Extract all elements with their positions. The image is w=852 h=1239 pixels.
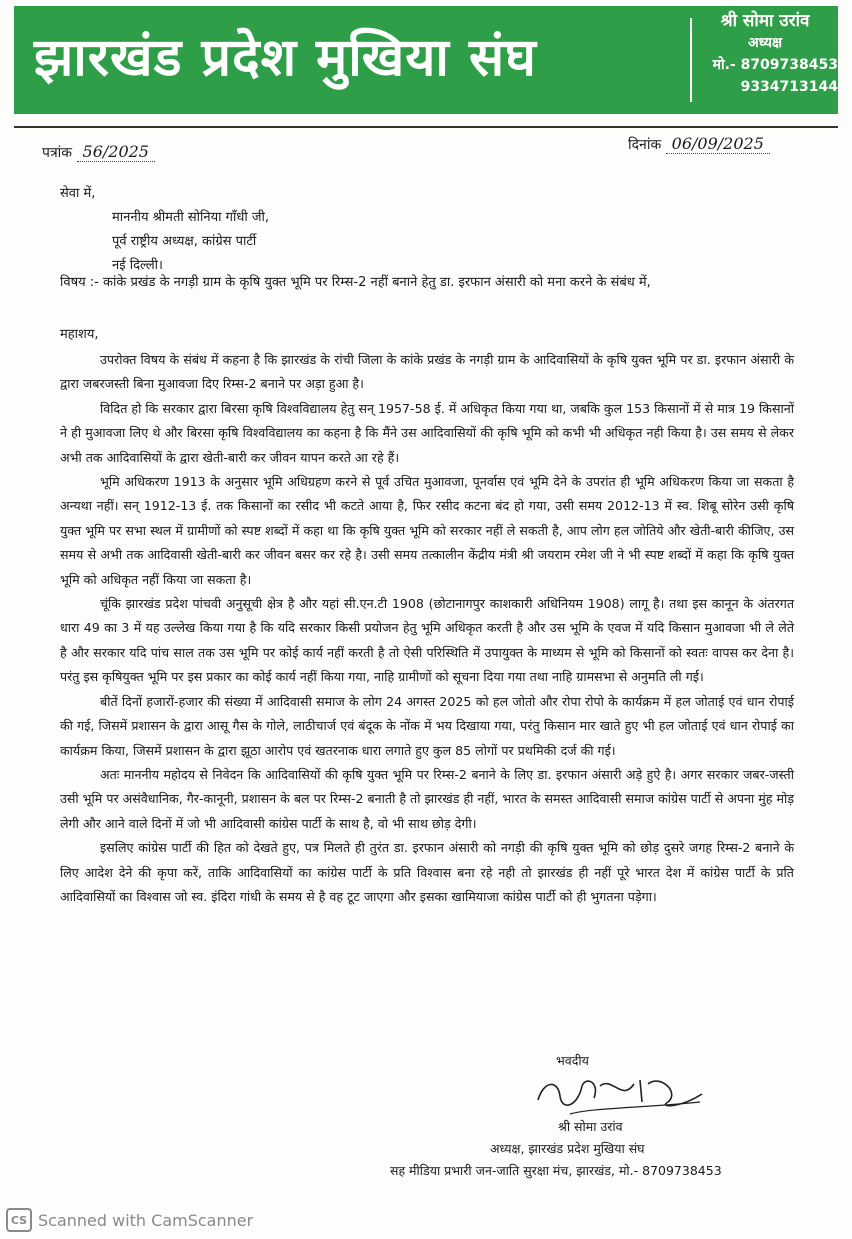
- body-paragraph: भूमि अधिकरण 1913 के अनुसार भूमि अधिग्रहण करने से पूर्व उचित मुआवजा, पूनर्वास एवं भूमि देने के उपरांत ही भूमि अधिकरण किया जा सकता है अन्यथा नहीं। सन् 1912-13 ई. तक किसानों का रसीद भी कटते आया है, फिर रसीद कटना बंद हो गया, उसी समय 2012-13 में स्व. शिबू सोरेन उसी कृषि युक्त भूमि पर सभा स्थल में ग्रामीणों को स्पष्ट शब्दों में कहा था कि कृषि युक्त भूमि को सरकार नहीं ले सकती है, आप लोग हल जोतिये और खेती-बारी कीजिए, उस समय से अभी तक आदिवासी खेती-बारी कर जीवन बसर कर रहे है। उसी समय तत्कालीन केंद्रीय मंत्री श्री जयराम रमेश जी ने भी स्पष्ट शब्दों में कहा कि कृषि युक्त भूमि को अधिकृत नहीं किया जा सकता है।: [60, 474, 794, 587]
- closing-text: भवदीय: [556, 1053, 589, 1068]
- phone-primary: मो.- 8709738453: [712, 57, 838, 73]
- date-value: 06/09/2025: [666, 134, 770, 154]
- letter-body: [60, 348, 794, 909]
- body-paragraph: उपरोक्त विषय के संबंध में कहना है कि झारखंड के रांची जिला के कांके प्रखंड के नगड़ी ग्राम के आदिवासियों के कृषि युक्त भूमि पर डा. इरफान अंसारी के द्वारा जबरजस्ती बिना मुआवजा दिए रिम्स-2 बनाने पर अड़ा हुआ है।: [60, 352, 794, 392]
- handwritten-signature: [380, 1072, 830, 1116]
- address-line: नई दिल्ली।: [112, 258, 163, 273]
- address-line: माननीय श्रीमती सोनिया गाँधी जी,: [112, 210, 269, 225]
- organization-name: झारखंड प्रदेश मुखिया संघ: [34, 28, 537, 88]
- signatory-additional-position: सह मीडिया प्रभारी जन-जाति सुरक्षा मंच, झारखंड, मो.- 8709738453: [390, 1163, 722, 1178]
- reference-number: [42, 142, 155, 162]
- body-paragraph: चूंकि झारखंड प्रदेश पांचवी अनुसूची क्षेत्र है और यहां सी.एन.टी 1908 (छोटानागपुर काशकारी अधिनियम 1908) लागू है। तथा इस कानून के अंतरगत धारा 49 का 3 में यह उल्लेख किया गया है कि यदि सरकार किसी प्रयोजन हेतु भूमि अधिकृत करती है और उस भूमि के एवज में यदि किसान मुआवजा भी ले लेते है और सरकार यदि पांच साल तक उस भूमि पर कोई कार्य नहीं करती है तो ऐसी परिस्थिति में उपायुक्त के माध्यम से भूमि को किसानों को स्वतः वापस कर देना है। परंतु इस कृषियुक्त भूमि पर इस प्रकार का कोई कार्य नहीं किया गया, नाहि ग्रामीणों को सूचना दिया गया तथा नाहि ग्रामसभा से अनुमति ली गई।: [60, 596, 794, 685]
- letter-date: [628, 134, 770, 154]
- phone-secondary: 9334713144: [740, 79, 838, 95]
- salutation: महाशय,: [60, 327, 99, 342]
- body-paragraph: इसलिए कांग्रेस पार्टी की हित को देखते हुए, पत्र मिलते ही तुरंत डा. इरफान अंसारी को नगड़ी की कृषि युक्त भूमि को छोड़ दुसरे जगह रिम्स-2 बनाने के लिए आदेश देने की कृपा करें, ताकि आदिवासियों का कांग्रेस पार्टी के प्रति विश्वास बना रहे नही तो झारखंड ही नहीं पूरे भारत देश में कांग्रेस पार्टी के प्रति आदिवासियों का विश्वास जो स्व. इंदिरा गांधी के समय से है वह टूट जाएगा और इसका खामियाजा कांग्रेस पार्टी को ही भुगतना पड़ेगा।: [60, 840, 794, 904]
- signature-block: [380, 1050, 830, 1182]
- scanner-watermark: [6, 1208, 253, 1232]
- header-contact-block: [692, 10, 838, 98]
- body-paragraph: विदित हो कि सरकार द्वारा बिरसा कृषि विश्वविद्यालय हेतु सन् 1957-58 ई. में अधिकृत किया गया था, जबकि कुल 153 किसानों में से मात्र 19 किसानों ने ही मुआवजा लिए थे और बिरसा कृषि विश्वविद्यालय का कहना है कि मैंने उस आदिवासियों की कृषि भूमि को कभी भी अधिकृत नही किया है। उस समय से लेकर अभी तक आदिवासियों के द्वारा खेती-बारी कर जीवन यापन करते आ रहे हैं।: [60, 400, 794, 465]
- signatory-position: अध्यक्ष, झारखंड प्रदेश मुखिया संघ: [490, 1141, 645, 1156]
- reference-label: पत्रांक: [42, 145, 73, 161]
- president-name: श्री सोमा उरांव: [720, 11, 810, 31]
- address-line: पूर्व राष्ट्रीय अध्यक्ष, कांग्रेस पार्टी: [112, 234, 257, 249]
- date-label: दिनांक: [628, 137, 662, 153]
- letterhead-banner: [14, 6, 838, 114]
- designation: अध्यक्ष: [747, 35, 783, 51]
- body-paragraph: अतः माननीय महोदय से निवेदन कि आदिवासियों की कृषि युक्त भूमि पर रिम्स-2 बनाने के लिए डा. इरफान अंसारी अड़े हुऐ है। अगर सरकार जबर-जस्ती उसी भूमि पर असंवैधानिक, गैर-कानूनी, प्रशासन के बल पर रिम्स-2 बनाती है तो झारखंड ही नहीं, भारत के समस्त आदिवासी समाज कांग्रेस पार्टी से अपना मुंह मोड़ लेगी और आने वाले दिनों में जो भी आदिवासी कांग्रेस पार्टी के साथ है, वो भी साथ छोड़ देगी।: [60, 766, 795, 831]
- subject-line: विषय :- कांके प्रखंड के नगड़ी ग्राम के कृषि युक्त भूमि पर रिम्स-2 नहीं बनाने हेतु डा. इरफान अंसारी को मना करने के संबंध में,: [60, 275, 651, 290]
- signatory-name: श्री सोमा उरांव: [558, 1119, 623, 1134]
- body-paragraph: बीतें दिनों हजारों-हजार की संख्या में आदिवासी समाज के लोग 24 अगस्त 2025 को हल जोतो और रोपा रोपो के कार्यक्रम में हल जोताई एवं धान रोपाई की गई, जिसमें प्रशासन के द्वारा आसू गैस के गोले, लाठीचार्ज एवं बंदूक के नोंक में भय दिखाया गया, परंतु किसान मार खाते हुए भी हल जोताई एवं धान रोपाई का कार्यक्रम किया, जिसमें प्रशासन के द्वारा झूठा आरोप एवं खतरनाक धारा लगाते हुए कुल 85 लोगों पर प्रथमिकी दर्ज की गई।: [60, 693, 794, 758]
- reference-value: 56/2025: [77, 142, 155, 162]
- camscanner-logo-icon: CS: [6, 1208, 32, 1232]
- watermark-text: Scanned with CamScanner: [38, 1210, 254, 1230]
- header-rule: [14, 126, 838, 128]
- recipient-address: [60, 182, 269, 278]
- address-line: सेवा में,: [60, 186, 96, 201]
